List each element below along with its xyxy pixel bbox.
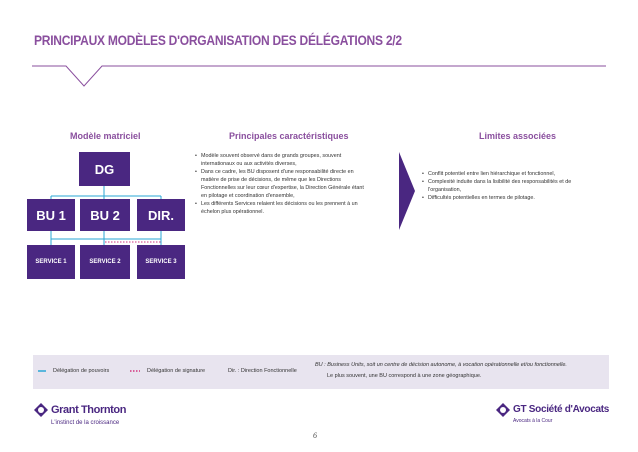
org-node-bu2: BU 2 (80, 199, 130, 231)
legend-bu-line-2: Le plus souvent, une BU correspond à une zone géographique. (327, 373, 482, 379)
legend-powers: Délégation de pouvoirs (53, 368, 110, 374)
page-title: PRINCIPAUX MODÈLES D'ORGANISATION DES DÉLÉGATIONS 2/2 (34, 32, 402, 48)
org-node-service-1: SERVICE 1 (27, 245, 75, 279)
gt-avocats-mark-icon (496, 403, 510, 417)
legend-bu-line-1: BU : Business Units, soit un centre de décision autonome, à vocation opérationnelle et/ou fonctionnelle. (315, 362, 567, 368)
legend-signature: Délégation de signature (147, 368, 206, 374)
left-brand: Grant Thornton (51, 404, 127, 416)
characteristics-item: • Modèle souvent observé dans de grands groupes, souvent internationaux ou aux activités diverses, (195, 152, 371, 168)
right-tagline: Avocats à la Cour (513, 418, 553, 424)
characteristics-item: • Les différents Services relaient les décisions ou les prennent à un échelon plus opérationnel. (195, 200, 371, 216)
limits-item: • Difficultés potentielles en termes de pilotage. (422, 194, 582, 202)
org-node-service-2: SERVICE 2 (80, 245, 130, 279)
limits-item: • Complexité induite dans la lisibilité des responsabilités et de l'organisation, (422, 178, 582, 194)
org-node-service-3: SERVICE 3 (137, 245, 185, 279)
org-node-dir: DIR. (137, 199, 185, 231)
grant-thornton-mark-icon (34, 403, 48, 417)
org-node-dg: DG (79, 152, 130, 186)
column-header-characteristics: Principales caractéristiques (229, 131, 349, 141)
column-header-model: Modèle matriciel (70, 131, 141, 141)
page-number: 6 (313, 431, 317, 440)
legend-dir: Dir. : Direction Fonctionnelle (228, 368, 297, 374)
left-tagline: L'instinct de la croissance (51, 420, 120, 426)
right-brand: GT Société d'Avocats (513, 404, 610, 415)
org-node-bu1: BU 1 (27, 199, 75, 231)
characteristics-item: • Dans ce cadre, les BU disposent d'une responsabilité directe en matière de prise de décisions, de même que les Directions Fonctionnelles sur leur cœur d'expertise, la Direction Générale étant en pilotage et coordination d'ensemble, (195, 168, 371, 200)
limits-item: • Conflit potentiel entre lien hiérarchique et fonctionnel, (422, 170, 582, 178)
column-header-limits: Limites associées (479, 131, 557, 141)
